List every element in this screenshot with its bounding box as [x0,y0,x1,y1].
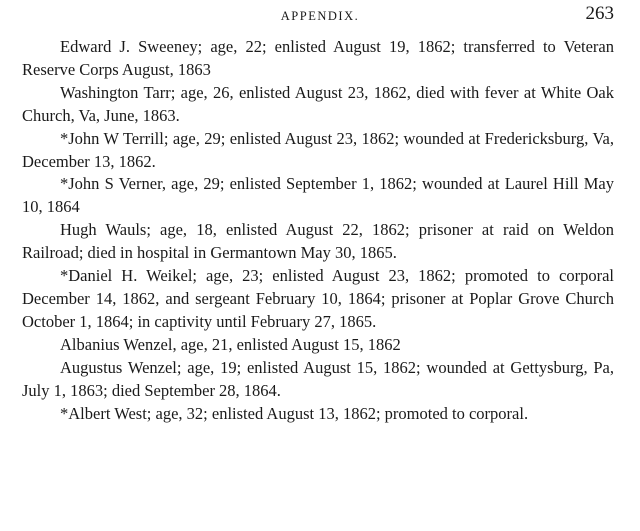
entry-text: Washington Tarr; age, 26, enlisted August 23, 1862, died with fever at White Oak Church, Va, June, 1863. [22,82,614,125]
entry-text: *John S Verner, age, 29; enlisted September 1, 1862; wounded at Laurel Hill May 10, 1864 [22,174,614,217]
page-number: 263 [585,3,614,24]
entry-text: Hugh Wauls; age, 18, enlisted August 22, 1862; prisoner at raid on Weldon Railroad; died in hospital in Germantown May 30, 1865. [22,220,614,263]
entry-text: *Albert West; age, 32; enlisted August 13, 1862; promoted to corporal. [60,403,529,423]
roster-entry [22,403,614,426]
roster-entry [22,82,614,128]
roster-entry [22,128,614,174]
entry-text: *Daniel H. Weikel; age, 23; enlisted August 23, 1862; promoted to corporal December 14, 1862, and sergeant February 10, 1864; prisoner at Poplar Grove Church October 1, 1864; in captivity until February 27, 1865. [22,266,614,331]
running-head-title: APPENDIX. [280,9,360,23]
entry-text: Albanius Wenzel, age, 21, enlisted August 15, 1862 [60,334,401,354]
entry-text: Edward J. Sweeney; age, 22; enlisted August 19, 1862; transferred to Veteran Reserve Corps August, 1863 [22,37,614,79]
roster-entry [22,36,614,82]
roster-entry [22,219,614,265]
roster-entry [22,334,614,357]
roster-entry [22,265,614,334]
roster-entries [22,36,614,425]
roster-entry [22,173,614,219]
entry-text: *John W Terrill; age, 29; enlisted August 23, 1862; wounded at Fredericksburg, Va, December 13, 1862. [22,128,614,171]
entry-text: Augustus Wenzel; age, 19; enlisted August 15, 1862; wounded at Gettysburg, Pa, July 1, 1863; died September 28, 1864. [22,357,614,400]
running-head [0,0,640,30]
roster-entry [22,357,614,403]
